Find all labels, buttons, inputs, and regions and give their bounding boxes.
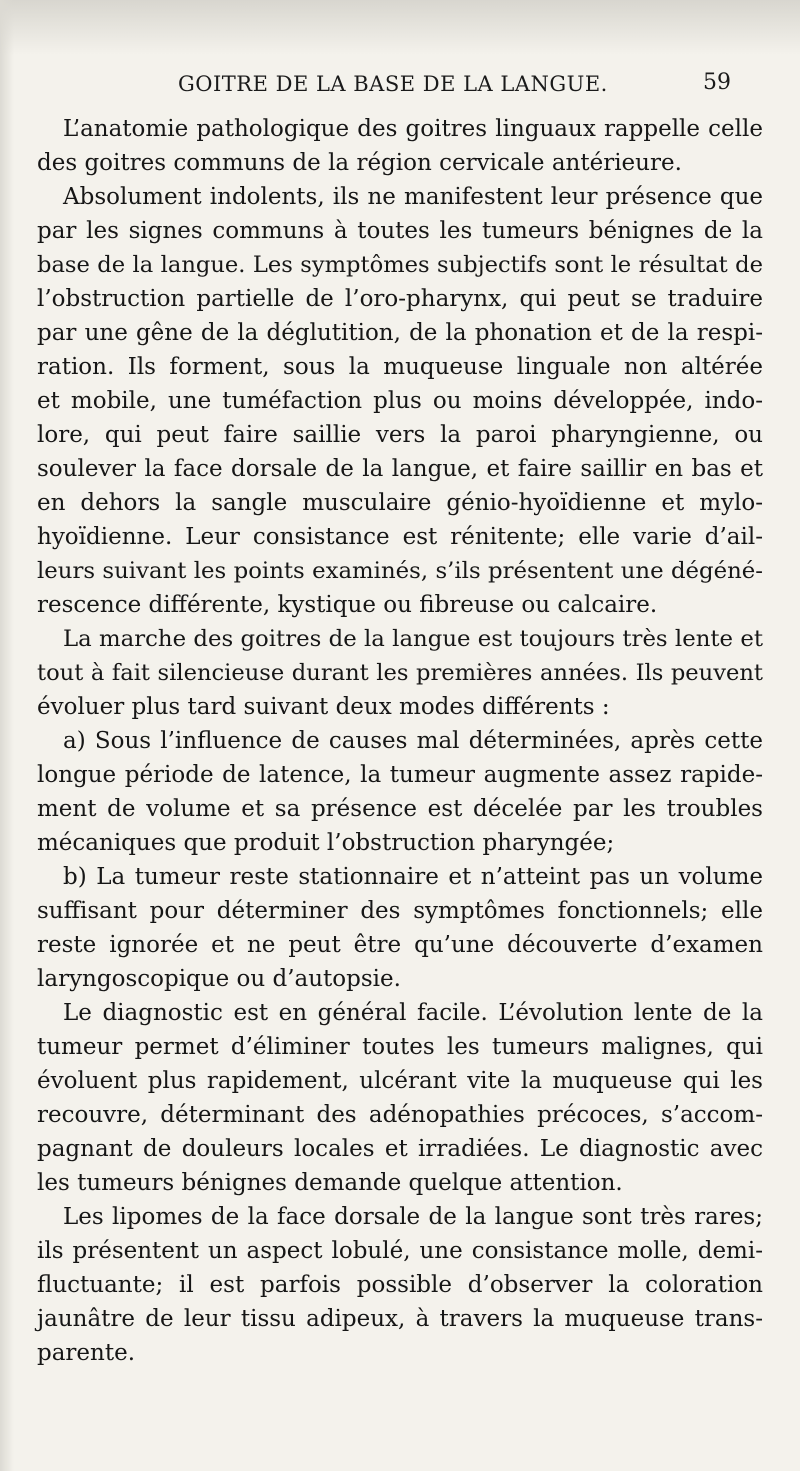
text-line: par les signes communs à toutes les tumeurs bénignes de la [37,218,763,244]
text-line: laryngoscopique ou d’autopsie. [37,966,401,992]
text-line: ment de volume et sa présence est décelée par les troubles [37,796,763,822]
text-line: L’anatomie pathologique des goitres linguaux rappelle celle [63,116,763,142]
text-line: ration. Ils forment, sous la muqueuse linguale non altérée [37,354,763,380]
text-line: l’obstruction partielle de l’oro-pharynx, qui peut se traduire [37,286,763,312]
text-line: suffisant pour déterminer des symptômes fonctionnels; elle [37,898,763,924]
text-line: rescence différente, kystique ou fibreuse ou calcaire. [37,592,658,618]
text-line: par une gêne de la déglutition, de la phonation et de la respi- [37,320,763,346]
text-line: Le diagnostic est en général facile. L’évolution lente de la [63,1000,763,1026]
text-line: a) Sous l’influence de causes mal déterminées, après cette [63,728,763,754]
text-line: leurs suivant les points examinés, s’ils présentent une dégéné- [37,558,763,584]
page-number: 59 [703,70,731,95]
running-head: GOITRE DE LA BASE DE LA LANGUE. [178,72,608,96]
text-line: en dehors la sangle musculaire génio-hyoïdienne et mylo- [37,490,763,516]
text-line: évoluent plus rapidement, ulcérant vite la muqueuse qui les [37,1068,763,1094]
text-line: b) La tumeur reste stationnaire et n’atteint pas un volume [63,864,763,890]
text-line: longue période de latence, la tumeur augmente assez rapide- [37,762,763,788]
text-line: jaunâtre de leur tissu adipeux, à travers la muqueuse trans- [37,1306,763,1332]
text-line: parente. [37,1340,136,1366]
text-line: tout à fait silencieuse durant les premières années. Ils peuvent [37,660,763,686]
scan-top-shadow [0,0,800,55]
text-line: base de la langue. Les symptômes subjectifs sont le résultat de [37,252,763,278]
text-line: ils présentent un aspect lobulé, une consistance molle, demi- [37,1238,763,1264]
text-line: reste ignorée et ne peut être qu’une découverte d’examen [37,932,763,958]
text-line: soulever la face dorsale de la langue, et faire saillir en bas et [37,456,763,482]
text-line: tumeur permet d’éliminer toutes les tumeurs malignes, qui [37,1034,763,1060]
text-line: Absolument indolents, ils ne manifestent leur présence que [63,184,763,210]
text-line: fluctuante; il est parfois possible d’observer la coloration [37,1272,763,1298]
text-line: lore, qui peut faire saillie vers la paroi pharyngienne, ou [37,422,763,448]
text-line: recouvre, déterminant des adénopathies précoces, s’accom- [37,1102,763,1128]
scan-edge-shadow [0,0,14,1471]
text-line: mécaniques que produit l’obstruction pharyngée; [37,830,615,856]
text-line: des goitres communs de la région cervicale antérieure. [37,150,682,176]
text-line: évoluer plus tard suivant deux modes différents : [37,694,610,720]
body-text [37,112,763,1370]
text-line: pagnant de douleurs locales et irradiées. Le diagnostic avec [37,1136,763,1162]
text-line: La marche des goitres de la langue est toujours très lente et [63,626,763,652]
text-line: Les lipomes de la face dorsale de la langue sont très rares; [63,1204,763,1230]
text-line: hyoïdienne. Leur consistance est rénitente; elle varie d’ail- [37,524,763,550]
text-line: les tumeurs bénignes demande quelque attention. [37,1170,623,1196]
text-line: et mobile, une tuméfaction plus ou moins développée, indo- [37,388,763,414]
